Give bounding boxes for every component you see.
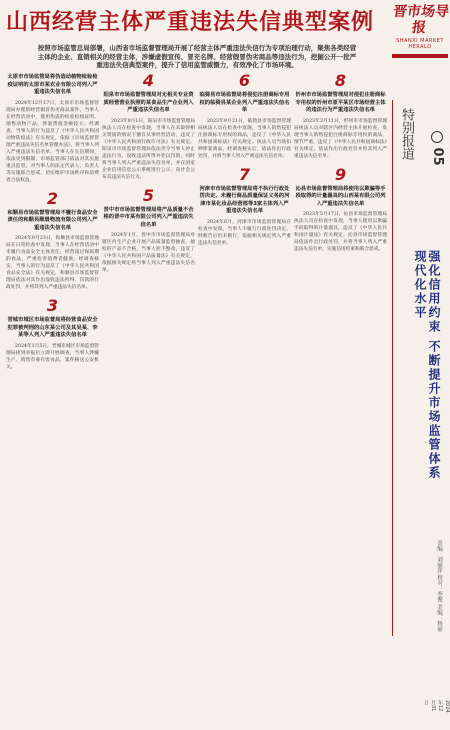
case-text: 2023年3月11日，忻州市市场监督管理局执法人员对辖区内经营主体开展检查，发现当事人销售侵犯注册商标专用权的商品，情节严重，违反了《中华人民共和国商标法》有关规定，依法作出行政处罚并将其列入严重违法失信名单。 (294, 118, 387, 159)
case-9 (294, 166, 387, 254)
case-5 (102, 187, 195, 275)
case-2 (6, 190, 99, 292)
case-title: 阳泉市市场监督管理局对无相关专业资质经营营业执照的某食品生产企业列入严重违法失信名单 (103, 92, 194, 113)
masthead (392, 4, 448, 94)
case-4 (102, 72, 195, 181)
column-4 (294, 72, 387, 634)
case-1 (6, 74, 99, 184)
case-3 (6, 297, 99, 371)
case-text: 2023年5月17日，沁县市场监督管理局执法人员在检查中发现，当事人使用以欺骗手段取得的计量器具，违反了《中华人民共和国计量法》有关规定。沁县市场监督管理局依法作出行政处罚，并将当事人列入严重违法失信名单，实施信用约束和联合惩戒。 (294, 212, 387, 252)
masthead-divider (392, 54, 448, 58)
case-text: 2024年6月，河津市市场监督管理局在检查中发现，当事人不履行行政处罚决定，经催告后仍未履行，依据相关规定列入严重违法失信名单。 (198, 219, 291, 246)
case-text: 2024年1月5日，晋城市城区市场监督管理局接到举报后立即开展调查，当事人涉嫌生产、销售有毒有害食品，案件移送公安机关。 (6, 343, 99, 370)
page-number (419, 108, 445, 188)
case-8 (294, 72, 387, 160)
case-title: 晋城市城区市场监督局将经营食品安全犯罪被判刑的山东某公司及其吴某、李某等人列入严重违法失信名单 (7, 317, 98, 338)
column-3 (198, 72, 291, 634)
case-6 (198, 72, 291, 160)
right-sidebar (392, 100, 450, 713)
case-7 (198, 166, 291, 247)
case-title: 晋中市市场监督管理局将产品质量不合格的晋中市某有限公司列入严重违法失信名单 (103, 206, 194, 228)
case-title: 临猗县市场监督局将侵犯注册商标专用权的临猗县某企业列入严重违法失信名单 (199, 92, 290, 113)
case-title: 忻州市市场监督管理局对侵犯注册商标专用权的忻州市原平某区市场经营主体的违法行为严重违法失信名单 (295, 92, 386, 113)
case-title: 太原市市场监管局将伪造动植物检验检疫证明的太原市某农业有限公司列入严重违法失信名单 (7, 74, 98, 95)
case-title: 河津市市场监督管理局将不执行行政处罚决定、未履行商品质量保证义务的河津市某化妆品经营部等3家主体列入严重违法失信名单 (199, 185, 290, 214)
case-number: 7 (238, 164, 251, 184)
column-1 (6, 72, 99, 634)
page-headline: 山西经营主体严重违法失信典型案例 (6, 10, 375, 35)
case-text: 2024年1月，晋中市市场监督管理局对辖区内生产企业开展产品质量监督抽查，抽检的产品不合格，当事人拒不整改，违反了《中华人民共和国产品质量法》有关规定，依据相关规定将当事人列入严重违法失信名单。 (102, 233, 195, 273)
case-number: 5 (142, 185, 155, 205)
case-number: 8 (334, 72, 347, 90)
case-text: 2023年9月1日，阳泉市市场监督管理局执法人员在检查中发现，当事人在未取得相关资质的情况下擅自从事经营活动，违反了《中华人民共和国行政许可法》有关规定。阳泉市市场监督管理局依法责令当事人停止违法行为，没收违法所得并处以罚款，同时将当事人列入严重违法失信名单，并在国家企业信用信息公示系统进行公示，向社会公布其违法失信行为。 (102, 118, 195, 180)
case-number: 2 (46, 188, 59, 208)
case-number: 4 (142, 72, 155, 90)
case-title: 和顺县市场监督管理局不履行食品安全责任的和顺县顺晨物流有限公司列入严重违法失信名单 (7, 209, 98, 231)
section-label: 特别报道 (399, 108, 414, 160)
case-text: 2023年9月21日，临猗县市场监督管理局执法人员在检查中发现，当事人销售侵犯注册商标专用权的商品，违反了《中华人民共和国商标法》有关规定。执法人员当场扣押涉案商品，经调查核实后，依法作出行政处罚，并将当事人列入严重违法失信名单。 (198, 118, 291, 159)
editor-info: 责编：刘丽萍 校对：李俊 美编：杨丽 (436, 540, 442, 632)
case-title: 沁县市场监督管理局将使用以欺骗等手段取得的计量器具的山西某有限公司列入严重违法失信名单 (295, 185, 386, 207)
intro-paragraph: 按照市场监管总局部署，山西省市场监督管理局开展了经营主体严重违法失信行为专项治理行动，聚焦各类经营主体的企业、直销相关的经营主体，涉嫌虚假宣传、冒充名牌、经营假冒伪劣商品等违法行为，挖掘公开一批严重违法失信典型案件，提升了信用监管威慑力，有效净化了市场环境。 (37, 44, 357, 69)
masthead-title: 晋市场导报 (392, 4, 450, 36)
case-text: 2024年9月23日，和顺县市场监督管理局在日常检查中发现，当事人在经营活动中未履行食品安全主体责任，经营超过保质期的食品，严重危害消费者健康。经调查核实，当事人的行为违反了《中华人民共和国食品安全法》有关规定，和顺县市场监督管理局依法对其作出没收违法所得、罚款的行政处罚，并将其列入严重违法失信名单。 (6, 236, 99, 290)
case-number: 6 (238, 72, 251, 90)
page-number-text: 05 (430, 147, 445, 166)
case-number: 3 (46, 296, 59, 315)
case-text: 2024年12月17日，太原市市场监督管理局办理的经营假冒伪劣商品案件，当事人在经营活动中，使用伪造的检验检疫证明，销售动物产品，涉案货值金额较大。经调查，当事人的行为违反了《中华人民共和国动物防疫法》有关规定，依据《市场监督管理严重违法失信名单管理办法》，将当事人列入严重违法失信名单。当事人在失信期间，依法受到限制，市场监管部门依法对其实施重点监管。对当事人的法定代表人、负责人等实施联合惩戒，切实维护市场秩序和消费者合法权益。 (6, 100, 99, 183)
column-2 (102, 72, 195, 634)
masthead-subtitle: SHANXI MARKET HERALD (396, 38, 444, 50)
circle-icon (431, 131, 443, 143)
case-number: 9 (334, 164, 347, 184)
slogan: 强化信用约束 不断提升市场监管体系现代化水平 (413, 250, 441, 481)
issue-date: 2024年12月31日 (423, 700, 450, 713)
